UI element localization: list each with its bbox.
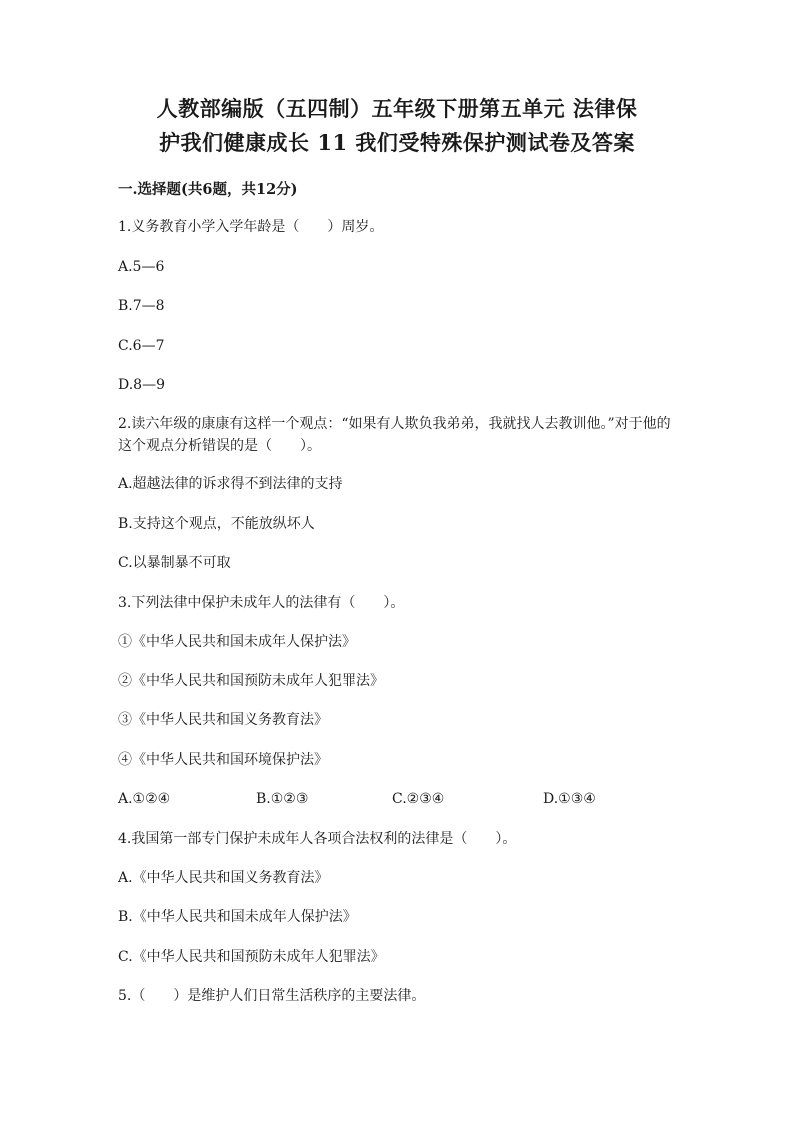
question-4-option-b: B.《中华人民共和国未成年人保护法》	[118, 909, 357, 925]
question-1-option-d: D.8—9	[118, 377, 165, 393]
question-3-item-4: ④《中华人民共和国环境保护法》	[118, 752, 328, 768]
question-2-stem: 2.读六年级的康康有这样一个观点：“如果有人欺负我弟弟，我就找人去教训他。”对于他的这个观点分析错误的是（ ）。	[118, 416, 671, 454]
question-1-option-b: B.7—8	[118, 298, 165, 314]
question-3-option-b: B.①②③	[256, 791, 309, 807]
question-5-stem: 5.（ ）是维护人们日常生活秩序的主要法律。	[118, 988, 426, 1004]
question-2-option-b: B.支持这个观点，不能放纵坏人	[118, 516, 315, 532]
question-3-item-1: ①《中华人民共和国未成年人保护法》	[118, 634, 356, 650]
section-heading: 一.选择题(共6题，共12分)	[118, 181, 298, 198]
question-1-option-a: A.5—6	[118, 259, 165, 275]
question-3-option-d: D.①③④	[543, 791, 596, 807]
question-3-item-3: ③《中华人民共和国义务教育法》	[118, 712, 328, 728]
title-line-1: 人教部编版（五四制）五年级下册第五单元 法律保	[156, 96, 638, 121]
question-3-stem: 3.下列法律中保护未成年人的法律有（ ）。	[118, 595, 405, 611]
question-3-option-c: C.②③④	[392, 791, 445, 807]
question-4-stem: 4.我国第一部专门保护未成年人各项合法权利的法律是（ ）。	[118, 831, 517, 847]
question-4-option-c: C.《中华人民共和国预防未成年人犯罪法》	[118, 949, 385, 965]
question-1-option-c: C.6—7	[118, 338, 165, 354]
document-title	[100, 92, 694, 160]
question-3-item-2: ②《中华人民共和国预防未成年人犯罪法》	[118, 673, 384, 689]
question-2-option-a: A.超越法律的诉求得不到法律的支持	[118, 476, 343, 492]
question-3-options	[118, 788, 678, 810]
question-2-option-c: C.以暴制暴不可取	[118, 555, 231, 571]
title-line-2: 护我们健康成长 11 我们受特殊保护测试卷及答案	[159, 130, 635, 155]
question-3-option-a: A.①②④	[118, 791, 171, 807]
question-4-option-a: A.《中华人民共和国义务教育法》	[118, 870, 329, 886]
question-1-stem: 1.义务教育小学入学年龄是（ ）周岁。	[118, 219, 384, 235]
